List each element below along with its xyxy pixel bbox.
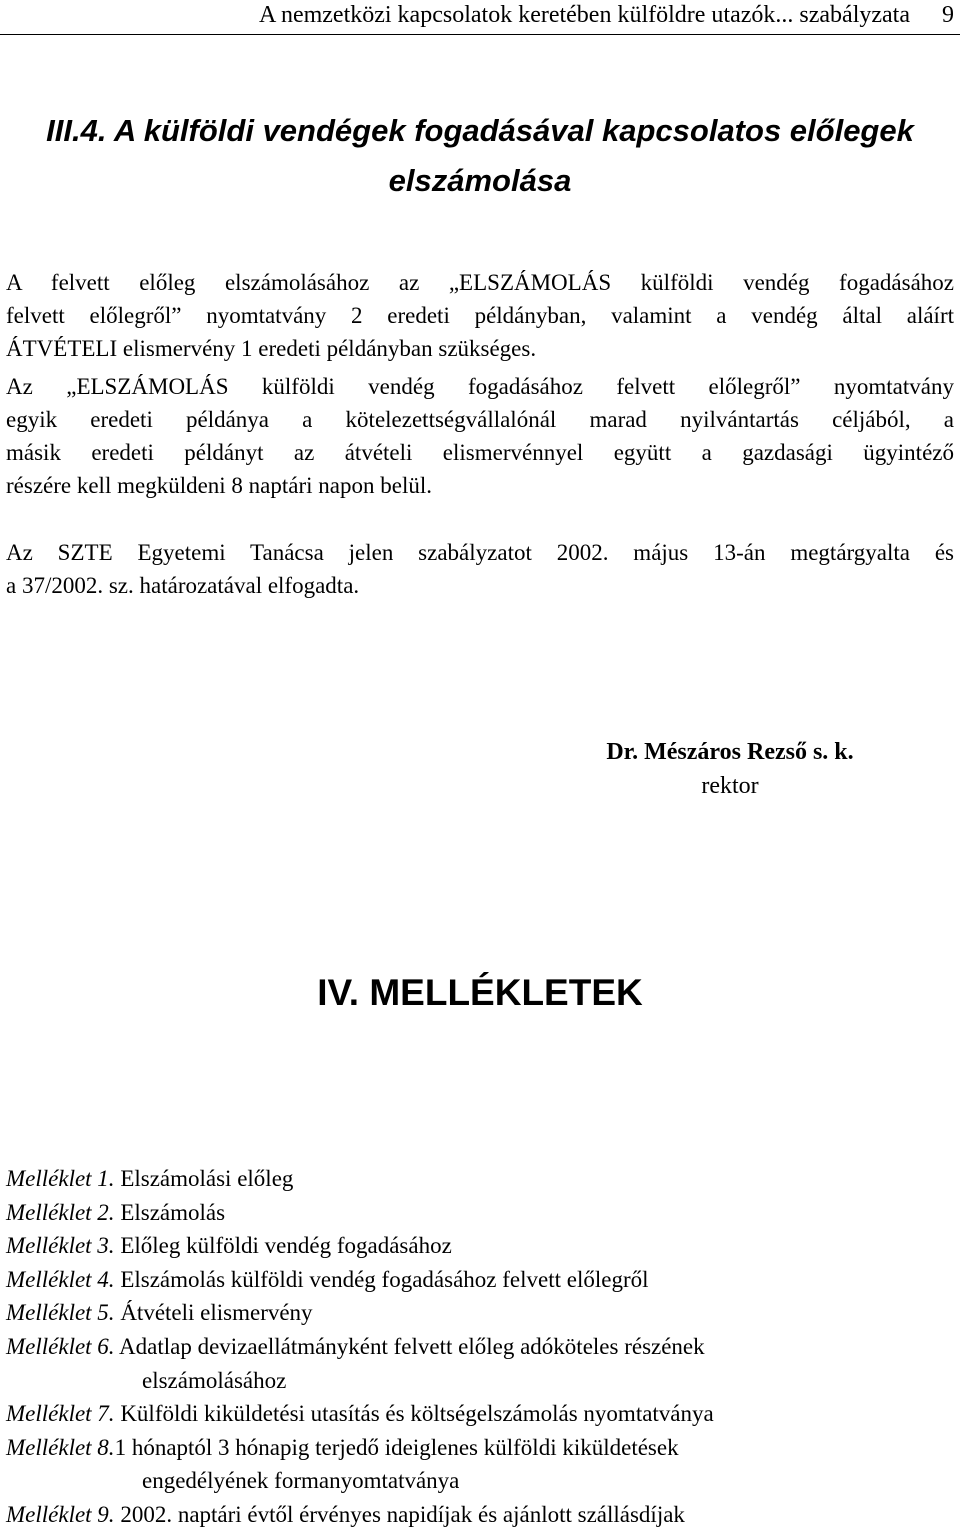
paragraph-line: másik eredeti példányt az átvételi elismervénnyel együtt a gazdasági ügyintéző: [6, 440, 954, 465]
paragraph-advance-settlement: [6, 266, 954, 365]
signatory-role: rektor: [701, 773, 759, 799]
paragraph-line: részére kell megküldeni 8 naptári napon belül.: [6, 473, 432, 498]
paragraph-line: a 37/2002. sz. határozatával elfogadta.: [6, 573, 360, 598]
paragraph-line: Az „ELSZÁMOLÁS külföldi vendég fogadásához felvett előlegről” nyomtatvány: [6, 374, 954, 399]
section-title-line-1: III.4. A külföldi vendégek fogadásával kapcsolatos előlegek: [46, 113, 914, 148]
signature-block: [520, 735, 940, 803]
annex-text: 2002. naptári évtől érvényes napidíjak és ajánlott szállásdíjak: [114, 1501, 685, 1527]
annex-list: [6, 1162, 954, 1532]
annex-label: Melléklet 5.: [6, 1300, 115, 1326]
paragraph-line: egyik eredeti példánya a kötelezettségvállalónál marad nyilvántartás céljából, a: [6, 407, 954, 432]
paragraph-form-copies: [6, 370, 954, 502]
paragraph-approval: [6, 536, 954, 602]
paragraph-line: A felvett előleg elszámolásához az „ELSZÁMOLÁS külföldi vendég fogadásához: [6, 270, 954, 295]
paragraph-line: Az SZTE Egyetemi Tanácsa jelen szabályzatot 2002. május 13-án megtárgyalta és: [6, 540, 954, 565]
annex-text: Átvételi elismervény: [114, 1300, 313, 1326]
annex-item: [6, 1196, 954, 1230]
running-header: [0, 0, 960, 35]
annex-label: Melléklet 9.: [6, 1501, 115, 1527]
annex-text-continuation: elszámolásához: [142, 1367, 287, 1393]
annex-label: Melléklet 8.: [6, 1434, 115, 1460]
section-title: [0, 106, 960, 206]
annex-item: [6, 1330, 954, 1397]
annexes-title: IV. MELLÉKLETEK: [317, 972, 643, 1013]
annex-item: [6, 1431, 954, 1498]
annex-label: Melléklet 3.: [6, 1233, 115, 1259]
annex-item: [6, 1263, 954, 1297]
annex-item: [6, 1296, 954, 1330]
annex-text: Elszámolási előleg: [114, 1166, 294, 1191]
annex-item: [6, 1162, 954, 1196]
annex-text-continuation: engedélyének formanyomtatványa: [142, 1468, 460, 1494]
annex-text: Külföldi kiküldetési utasítás és költségelszámolás nyomtatványa: [114, 1401, 714, 1427]
running-header-title: A nemzetközi kapcsolatok keretében külföldre utazók... szabályzata: [258, 2, 910, 28]
annex-text: Adatlap devizaellátmányként felvett előleg adóköteles részének: [114, 1333, 705, 1359]
annex-label: Melléklet 1.: [6, 1166, 115, 1191]
annex-item: [6, 1397, 954, 1431]
paragraph-line: ÁTVÉTELI elismervény 1 eredeti példányban szükséges.: [6, 336, 537, 361]
annex-text: Elszámolás: [114, 1199, 226, 1225]
annex-label: Melléklet 2.: [6, 1199, 115, 1225]
paragraph-line: felvett előlegről” nyomtatvány 2 eredeti példányban, valamint a vendég által aláírt: [6, 303, 954, 328]
annex-text: 1 hónaptól 3 hónapig terjedő ideiglenes külföldi kiküldetések: [114, 1434, 679, 1460]
annex-text: Előleg külföldi vendég fogadásához: [114, 1233, 452, 1259]
annex-text: Elszámolás külföldi vendég fogadásához felvett előlegről: [114, 1266, 649, 1292]
page-number: 9: [942, 2, 954, 28]
annex-label: Melléklet 7.: [6, 1401, 115, 1427]
annex-item: [6, 1498, 954, 1532]
section-title-line-2: elszámolása: [388, 163, 572, 198]
annex-label: Melléklet 6.: [6, 1333, 115, 1359]
signatory-name: Dr. Mészáros Rezső s. k.: [606, 739, 854, 765]
annex-item: [6, 1229, 954, 1263]
annex-label: Melléklet 4.: [6, 1266, 115, 1292]
